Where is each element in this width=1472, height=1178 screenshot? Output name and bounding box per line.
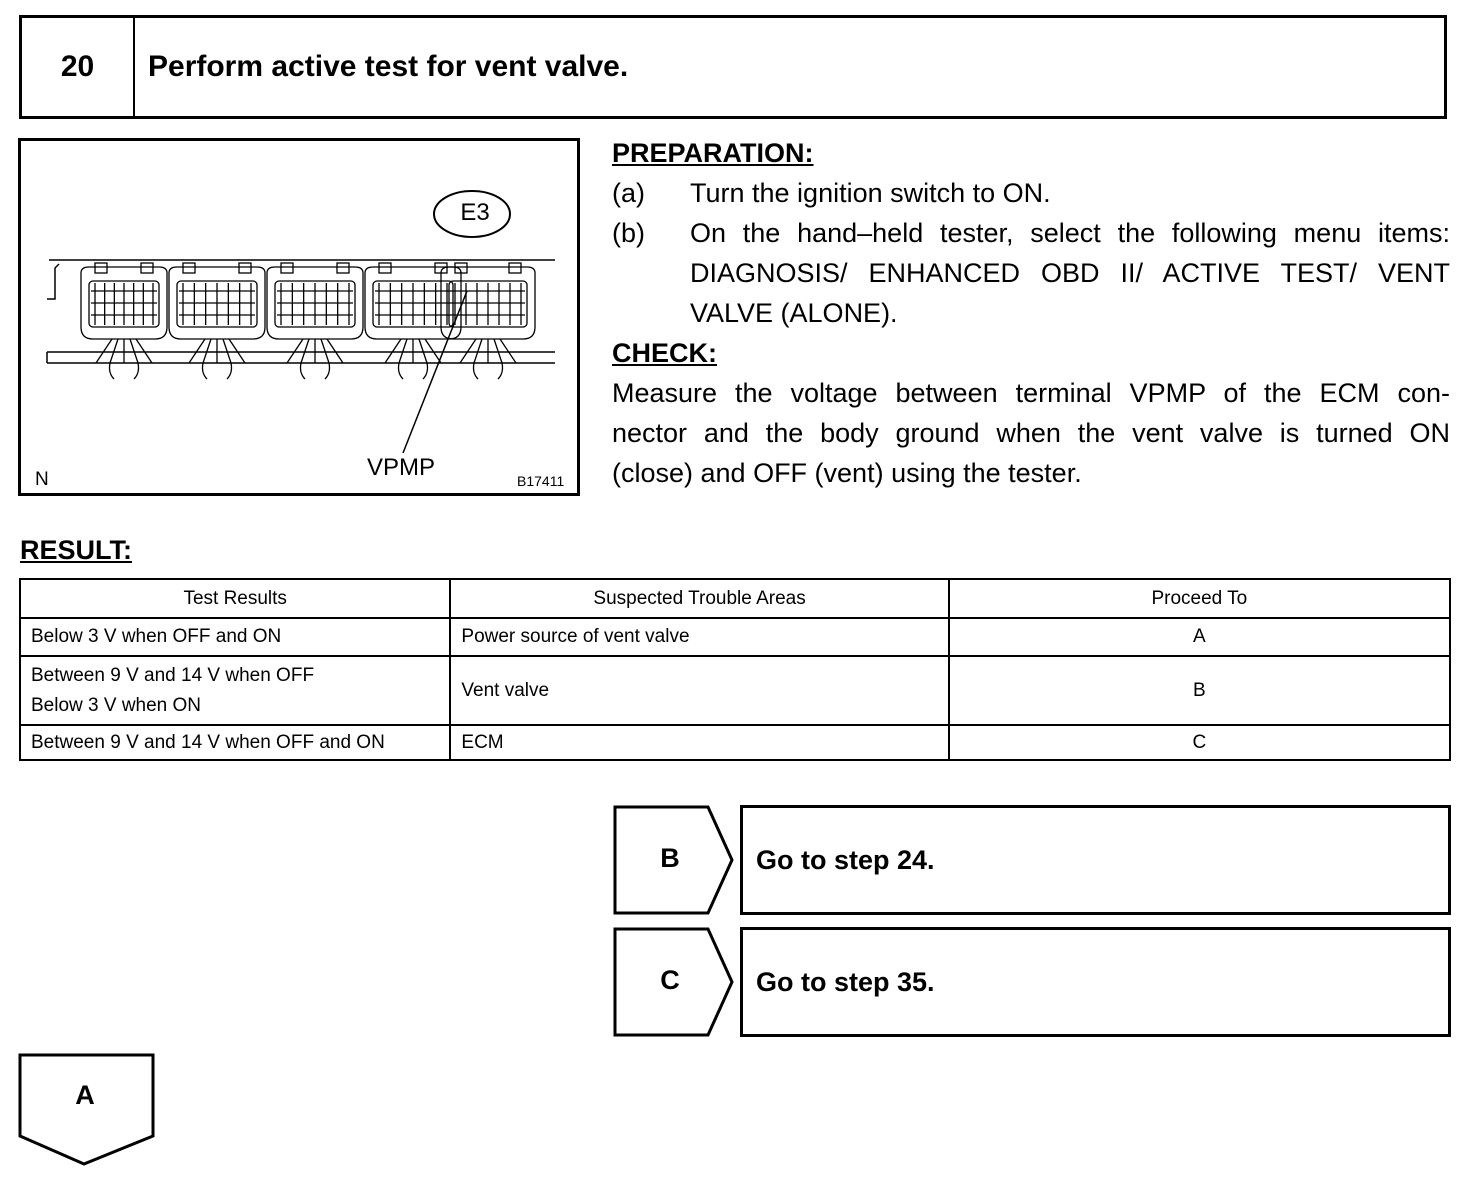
ecm-connector-drawing <box>21 141 577 493</box>
proceed-cell: B <box>949 656 1450 725</box>
branch-c-text: Go to step 35. <box>756 966 935 997</box>
branch-c-label: C <box>660 965 680 995</box>
branch-b-instruction <box>740 805 1451 915</box>
check-line: nector and the body ground when the vent valve is turned ON <box>612 418 1450 448</box>
column-header: Proceed To <box>949 579 1450 618</box>
table-row <box>20 618 1450 656</box>
instructions <box>612 133 1452 493</box>
test-result-line: Below 3 V when ON <box>31 694 202 716</box>
connector-label: E3 <box>460 199 490 226</box>
branch-b-text: Go to step 24. <box>756 844 935 875</box>
figure-corner-label: N <box>35 469 49 490</box>
test-result-cell <box>20 656 450 725</box>
test-result-cell: Between 9 V and 14 V when OFF and ON <box>20 725 450 760</box>
continue-a-label: A <box>75 1080 95 1110</box>
prep-item-label: (b) <box>612 218 645 248</box>
step-number: 20 <box>22 18 135 116</box>
branch-c-instruction <box>740 927 1451 1037</box>
prep-item-text: DIAGNOSIS/ ENHANCED OBD II/ ACTIVE TEST/ VENT <box>690 258 1450 288</box>
preparation-heading: PREPARATION: <box>612 138 814 168</box>
result-heading: RESULT: <box>20 535 132 565</box>
branch-b-label: B <box>660 843 680 873</box>
proceed-cell: A <box>949 618 1450 656</box>
test-result-cell: Below 3 V when OFF and ON <box>20 618 450 656</box>
result-table <box>19 578 1451 761</box>
prep-item-label: (a) <box>612 178 645 208</box>
prep-item-text: VALVE (ALONE). <box>690 298 898 328</box>
prep-item-text: On the hand–held tester, select the following menu items: <box>690 218 1450 248</box>
trouble-area-cell: Power source of vent valve <box>450 618 948 656</box>
test-result-line: Between 9 V and 14 V when OFF <box>31 664 315 686</box>
step-title: Perform active test for vent valve. <box>148 50 629 83</box>
column-header: Suspected Trouble Areas <box>450 579 948 618</box>
prep-item-text: Turn the ignition switch to ON. <box>690 178 1051 208</box>
table-header-row <box>20 579 1450 618</box>
check-heading: CHECK: <box>612 338 717 368</box>
table-row <box>20 725 1450 760</box>
prep-item-a <box>612 173 1452 213</box>
prep-item-b <box>612 213 1452 333</box>
connector-figure <box>18 138 580 496</box>
column-header: Test Results <box>20 579 450 618</box>
step-header <box>19 15 1447 119</box>
check-line: (close) and OFF (vent) using the tester. <box>612 458 1082 488</box>
figure-code: B17411 <box>517 473 565 489</box>
check-line: Measure the voltage between terminal VPMP of the ECM con- <box>612 378 1450 408</box>
proceed-cell: C <box>949 725 1450 760</box>
trouble-area-cell: Vent valve <box>450 656 948 725</box>
table-row <box>20 656 1450 725</box>
trouble-area-cell: ECM <box>450 725 948 760</box>
terminal-label: VPMP <box>367 454 436 481</box>
